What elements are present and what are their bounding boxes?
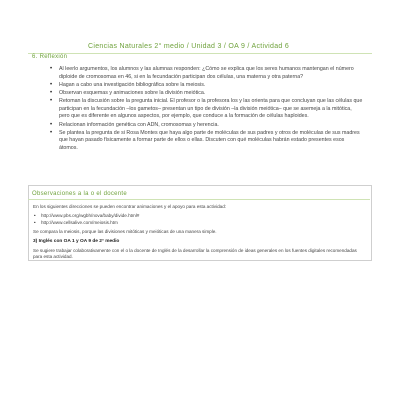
bullet-icon: • [34, 219, 36, 225]
resource-links [33, 213, 365, 226]
teacher-notes-title: Observaciones a la o el docente [32, 191, 128, 197]
list-item-text: Se plantea la pregunta de si Rosa Montes que haya algo parte de moléculas de sus padres y otros de moléculas de sus madres que hayan pasado físicamente a formar parte de ellos o ellas. Discuten con qué moléculas habrán estado presentes esos átomos. [59, 129, 360, 151]
resource-link[interactable]: http://www.pbs.org/wgbh/nova/baby/divide.html# [41, 213, 140, 219]
list-item [49, 66, 363, 81]
list-item-text: Relacionan información genética con ADN, cromosomas y herencia. [59, 121, 219, 128]
bullet-icon: • [50, 66, 53, 72]
resource-link[interactable]: http://www.cellsalive.com/meiosis.htm [41, 219, 118, 225]
bullet-icon: • [50, 121, 53, 128]
teacher-notes-tail: Se sugiere trabajar colaborativamente con el o la docente de Inglés de la desarrollar la comprensión de ideas generales en los fuentes digitales recomendadas para esta actividad. [33, 248, 357, 260]
list-item [33, 220, 365, 226]
list-item-text: Al leerlo argumentos, los alumnos y las alumnas responden: ¿Cómo se explica que los seres humanos mantengan el número diploide de cromosomas en 46, si en la fecundación participan dos células, una materna y otra paterna? [59, 66, 354, 80]
bullet-icon: • [50, 98, 53, 105]
bullet-icon: • [50, 81, 53, 88]
activity-list [49, 66, 363, 153]
list-item [49, 98, 363, 121]
activity-content [49, 66, 363, 153]
bullet-icon: • [50, 89, 53, 96]
bullet-icon: • [34, 213, 36, 219]
list-item-text: Observan esquemas y animaciones sobre la división meiótica. [59, 89, 206, 96]
document-header: Ciencias Naturales 2° medio / Unidad 3 / OA 9 / Actividad 6 [88, 43, 290, 50]
teacher-notes-intro: En los siguientes direcciones se pueden encontrar animaciones y el apoyo para esta actividad: [33, 204, 227, 209]
list-item [49, 82, 363, 90]
list-item-text: Hagan a cabo una investigación bibliográfica sobre la meiosis. [59, 81, 206, 88]
section-title: 6. Reflexión [32, 54, 68, 60]
oa-heading: 3) Inglés con OA 1 y OA 9 de 2° medio [33, 238, 120, 244]
teacher-notes-body [33, 204, 365, 264]
section-divider [28, 53, 372, 54]
list-item [49, 122, 363, 130]
teacher-notes-divider [28, 199, 370, 200]
list-item [49, 130, 363, 153]
list-item-text: Retoman la discusión sobre la pregunta inicial. El profesor o la profesora los y las orienta para que concluyan que las células que participan en la fecundación –los gametos– presentan un tipo de división –la división meiótica– que se asemeja a la mitótica, pero que es diferente en algunos aspectos, por ejemplo, que conduce a la formación de células haploides. [59, 98, 363, 120]
bullet-icon: • [50, 129, 53, 136]
teacher-notes-note: Se compara la meiosis, porque las divisiones mitóticas y meióticas de una manera simple. [33, 229, 217, 235]
list-item [49, 90, 363, 98]
